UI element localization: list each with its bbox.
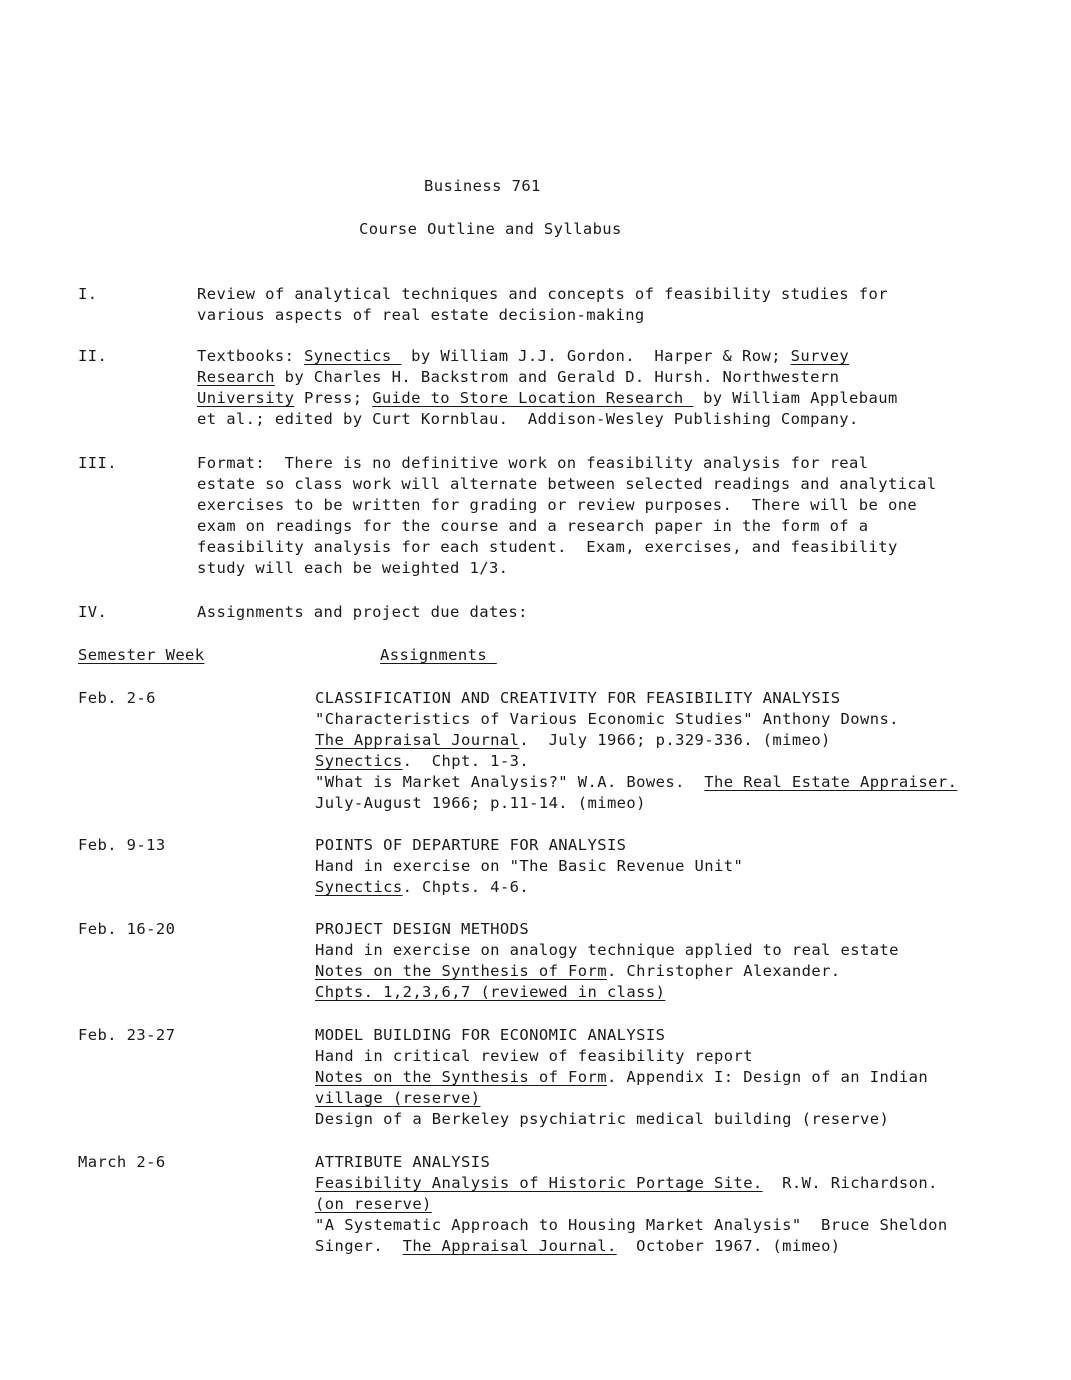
section-body xyxy=(197,602,528,623)
text-line xyxy=(315,709,957,730)
text-segment: MODEL BUILDING FOR ECONOMIC ANALYSIS xyxy=(315,1026,666,1044)
underlined-title: Synectics xyxy=(304,347,402,365)
assignment-entry xyxy=(315,1025,928,1130)
underlined-title: Synectics xyxy=(315,752,403,770)
text-line xyxy=(315,793,957,814)
text-segment: by William J.J. Gordon. Harper & Row; xyxy=(401,347,791,365)
assignments-header: Assignments xyxy=(380,646,497,664)
week-label: Feb. 23-27 xyxy=(78,1026,176,1044)
course-title: Business 761 xyxy=(424,177,541,195)
text-segment: . Christopher Alexander. xyxy=(606,962,841,980)
semester-week-header: Semester Week xyxy=(78,646,205,664)
text-line xyxy=(197,495,937,516)
text-segment: Addison-Wesley Publishing Company. xyxy=(527,410,859,428)
underlined-title: Survey xyxy=(790,347,850,365)
text-segment: July-August 1966; p.11-14. (mimeo) xyxy=(315,794,646,812)
text-segment: Hand in critical review of feasibility report xyxy=(315,1047,753,1065)
text-line xyxy=(315,1236,948,1257)
text-line xyxy=(197,516,937,537)
text-segment: "Characteristics of Various Economic Studies" Anthony Downs. xyxy=(315,710,899,728)
text-segment: et al.; edited by Curt Kornblau. xyxy=(197,410,528,428)
assignment-entry xyxy=(315,1152,948,1257)
text-segment: . July 1966; p.329-336. (mimeo) xyxy=(519,731,831,749)
text-line xyxy=(315,730,957,751)
section-number: III. xyxy=(78,454,117,472)
text-segment: . Chpt. 1-3. xyxy=(402,752,530,770)
underlined-title: Research xyxy=(197,368,275,386)
text-segment: "What is Market Analysis?" W.A. Bowes. xyxy=(315,773,705,791)
underlined-title: Feasibility Analysis of Historic Portage Site. xyxy=(315,1174,763,1192)
week-label: Feb. 16-20 xyxy=(78,920,176,938)
text-line xyxy=(315,1046,928,1067)
assignment-entry xyxy=(315,919,899,1003)
text-line xyxy=(197,409,898,430)
text-line xyxy=(315,1173,948,1194)
text-line xyxy=(315,1109,928,1130)
text-line xyxy=(315,982,899,1003)
assignment-entry xyxy=(315,835,743,898)
text-line xyxy=(197,284,888,305)
underlined-title: University xyxy=(197,389,295,407)
text-line xyxy=(315,1194,948,1215)
underlined-title: The Real Estate Appraiser. xyxy=(704,773,958,791)
text-segment: . Chpts. 4-6. xyxy=(402,878,530,896)
text-segment: Review of analytical techniques and concepts of feasibility studies for xyxy=(197,285,888,303)
text-line xyxy=(197,558,937,579)
text-line xyxy=(197,367,898,388)
underlined-title: The Appraisal Journal xyxy=(315,731,520,749)
text-line xyxy=(315,1088,928,1109)
text-line xyxy=(315,1067,928,1088)
text-segment: POINTS OF DEPARTURE FOR ANALYSIS xyxy=(315,836,627,854)
text-segment: Textbooks: xyxy=(197,347,305,365)
text-line xyxy=(197,346,898,367)
text-segment: CLASSIFICATION AND CREATIVITY FOR FEASIBILITY ANALYSIS xyxy=(315,689,841,707)
text-segment: Hand in exercise on "The Basic Revenue Unit" xyxy=(315,857,744,875)
text-line xyxy=(197,602,528,623)
text-segment: exam on readings for the course and a research paper in the form of a xyxy=(197,517,869,535)
text-line xyxy=(197,305,888,326)
text-line xyxy=(197,453,937,474)
text-segment: . Appendix I: Design of an Indian xyxy=(606,1068,929,1086)
text-line xyxy=(315,1152,948,1173)
assignment-entry xyxy=(315,688,957,814)
underlined-title: Synectics xyxy=(315,878,403,896)
text-segment: ATTRIBUTE ANALYSIS xyxy=(315,1153,491,1171)
text-line xyxy=(315,688,957,709)
section-number: IV. xyxy=(78,603,108,621)
text-line xyxy=(197,388,898,409)
underlined-title: village (reserve) xyxy=(315,1089,481,1107)
text-line xyxy=(315,856,743,877)
text-segment: Format: There is no definitive work on feasibility analysis for real xyxy=(197,454,869,472)
text-line xyxy=(315,1025,928,1046)
section-body xyxy=(197,453,937,579)
text-segment: PROJECT DESIGN METHODS xyxy=(315,920,530,938)
text-segment: "A Systematic Approach to Housing Market Analysis" Bruce Sheldon xyxy=(315,1216,948,1234)
section-body xyxy=(197,346,898,430)
text-line xyxy=(315,940,899,961)
page-subtitle: Course Outline and Syllabus xyxy=(359,220,622,238)
underlined-title: Notes on the Synthesis of Form xyxy=(315,1068,607,1086)
week-label: Feb. 2-6 xyxy=(78,689,156,707)
text-segment: Hand in exercise on analogy technique applied to real estate xyxy=(315,941,899,959)
section-number: I. xyxy=(78,285,98,303)
text-segment: by Charles H. Backstrom and Gerald D. Hursh. Northwestern xyxy=(274,368,840,386)
text-segment: exercises to be written for grading or review purposes. There will be one xyxy=(197,496,918,514)
text-segment: by William Applebaum xyxy=(693,389,898,407)
text-segment: various aspects of real estate decision-making xyxy=(197,306,645,324)
section-body xyxy=(197,284,888,326)
text-segment: Design of a Berkeley psychiatric medical building (reserve) xyxy=(315,1110,890,1128)
section-number: II. xyxy=(78,347,108,365)
text-line xyxy=(315,961,899,982)
text-line xyxy=(315,1215,948,1236)
text-line xyxy=(197,537,937,558)
week-label: March 2-6 xyxy=(78,1153,166,1171)
text-segment: feasibility analysis for each student. Exam, exercises, and feasibility xyxy=(197,538,898,556)
text-segment: October 1967. (mimeo) xyxy=(616,1237,841,1255)
text-line xyxy=(315,835,743,856)
text-line xyxy=(315,772,957,793)
text-segment: study will each be weighted 1/3. xyxy=(197,559,509,577)
text-line xyxy=(315,919,899,940)
underlined-title: The Appraisal Journal. xyxy=(402,1237,617,1255)
underlined-title: Guide to Store Location Research xyxy=(372,389,694,407)
text-segment: Press; xyxy=(294,389,373,407)
text-line xyxy=(315,751,957,772)
text-segment: Assignments and project due dates: xyxy=(197,603,528,621)
underlined-title: Chpts. 1,2,3,6,7 (reviewed in class) xyxy=(315,983,666,1001)
text-segment: estate so class work will alternate between selected readings and analytical xyxy=(197,475,937,493)
underlined-title: (on reserve) xyxy=(315,1195,432,1213)
text-segment: R.W. Richardson. xyxy=(762,1174,938,1192)
underlined-title: Notes on the Synthesis of Form xyxy=(315,962,607,980)
text-segment: Singer. xyxy=(315,1237,403,1255)
text-line xyxy=(197,474,937,495)
week-label: Feb. 9-13 xyxy=(78,836,166,854)
text-line xyxy=(315,877,743,898)
